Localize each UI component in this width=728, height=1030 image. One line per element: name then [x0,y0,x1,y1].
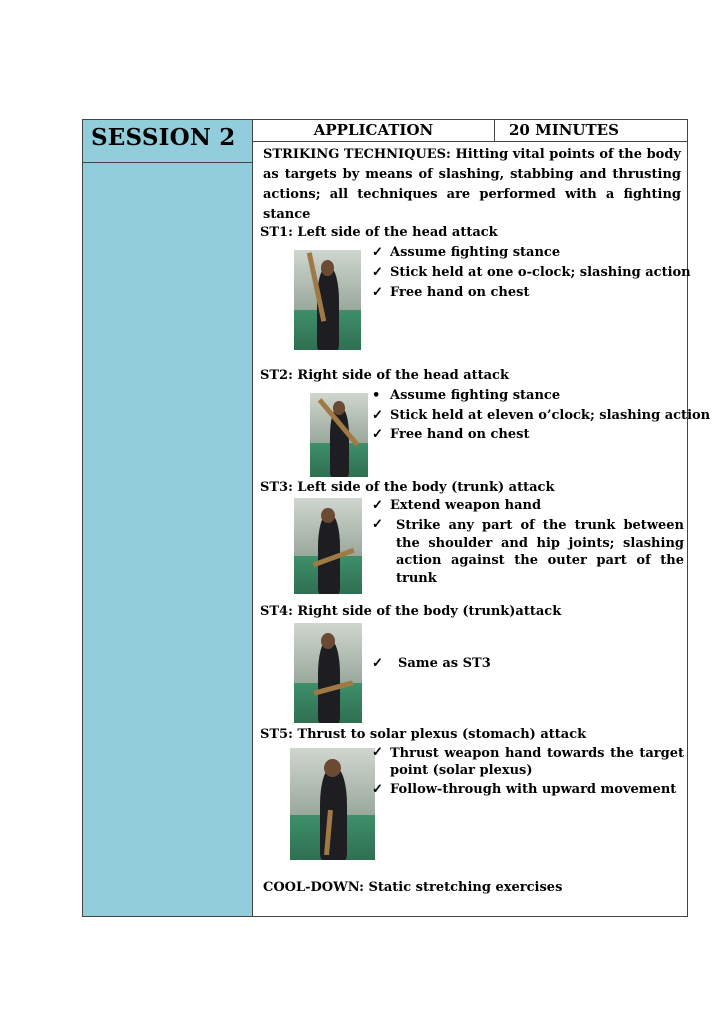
st5-title: ST5: Thrust to solar plexus (stomach) attack [260,727,587,742]
check-icon: ✓ [372,498,383,513]
session-divider [83,162,252,163]
session-column [83,120,253,916]
bullet-icon: • [372,388,381,403]
st2-photo [310,393,368,477]
cooldown-text: COOL-DOWN: Static stretching exercises [263,880,563,895]
header-minutes: 20 MINUTES [495,120,687,142]
st1-photo [294,250,361,350]
check-icon: ✓ [372,745,383,760]
header-application: APPLICATION [253,120,495,142]
st3-photo [294,498,362,594]
check-icon: ✓ [372,656,383,671]
check-icon: ✓ [372,517,383,532]
session-table: SESSION 2 APPLICATION 20 MINUTES STRIKING TECHNIQUES: Hitting vital points of the body as targets by means of slashing, stabbing and thrusting actions; all techniques are performed with a fighting stance ST1: Left side of the head attack ✓ Assume fighting stance ✓ Stick held at one o-clock; slashing action ✓ Free hand on chest ST2: Right side of the head attack • Assume fighting stance ✓ Stick held at eleven o’clock; slashing action ✓ Free hand on chest ST3: Left side of the body (trunk) attack ✓ Extend weapon hand ✓ Strike any part of the trunk between the shoulder and hip joints; slashing action against the outer part of the trunk ST4: Right side of the body (trunk)attack ✓ Same as ST3 ST5: Thrust to solar plexus (stomach) attack ✓ Thrust weapon hand towards the target point (solar plexus) ✓ Follow-through with upward movement COOL-DOWN: Static stretching exercises [82,119,688,917]
st1-title: ST1: Left side of the head attack [260,225,498,240]
st4-photo [294,623,362,723]
st3-title: ST3: Left side of the body (trunk) attack [260,480,555,495]
intro-text: STRIKING TECHNIQUES: Hitting vital points of the body as targets by means of slashing, stabbing and thrusting actions; all techniques are performed with a fighting stance [263,147,681,222]
check-icon: ✓ [372,427,383,442]
check-icon: ✓ [372,782,383,797]
check-icon: ✓ [372,408,383,423]
st4-title: ST4: Right side of the body (trunk)attack [260,604,562,619]
st5-photo [290,748,375,860]
session-title: SESSION 2 [91,124,236,151]
check-icon: ✓ [372,285,383,300]
st2-title: ST2: Right side of the head attack [260,368,509,383]
check-icon: ✓ [372,245,383,260]
check-icon: ✓ [372,265,383,280]
